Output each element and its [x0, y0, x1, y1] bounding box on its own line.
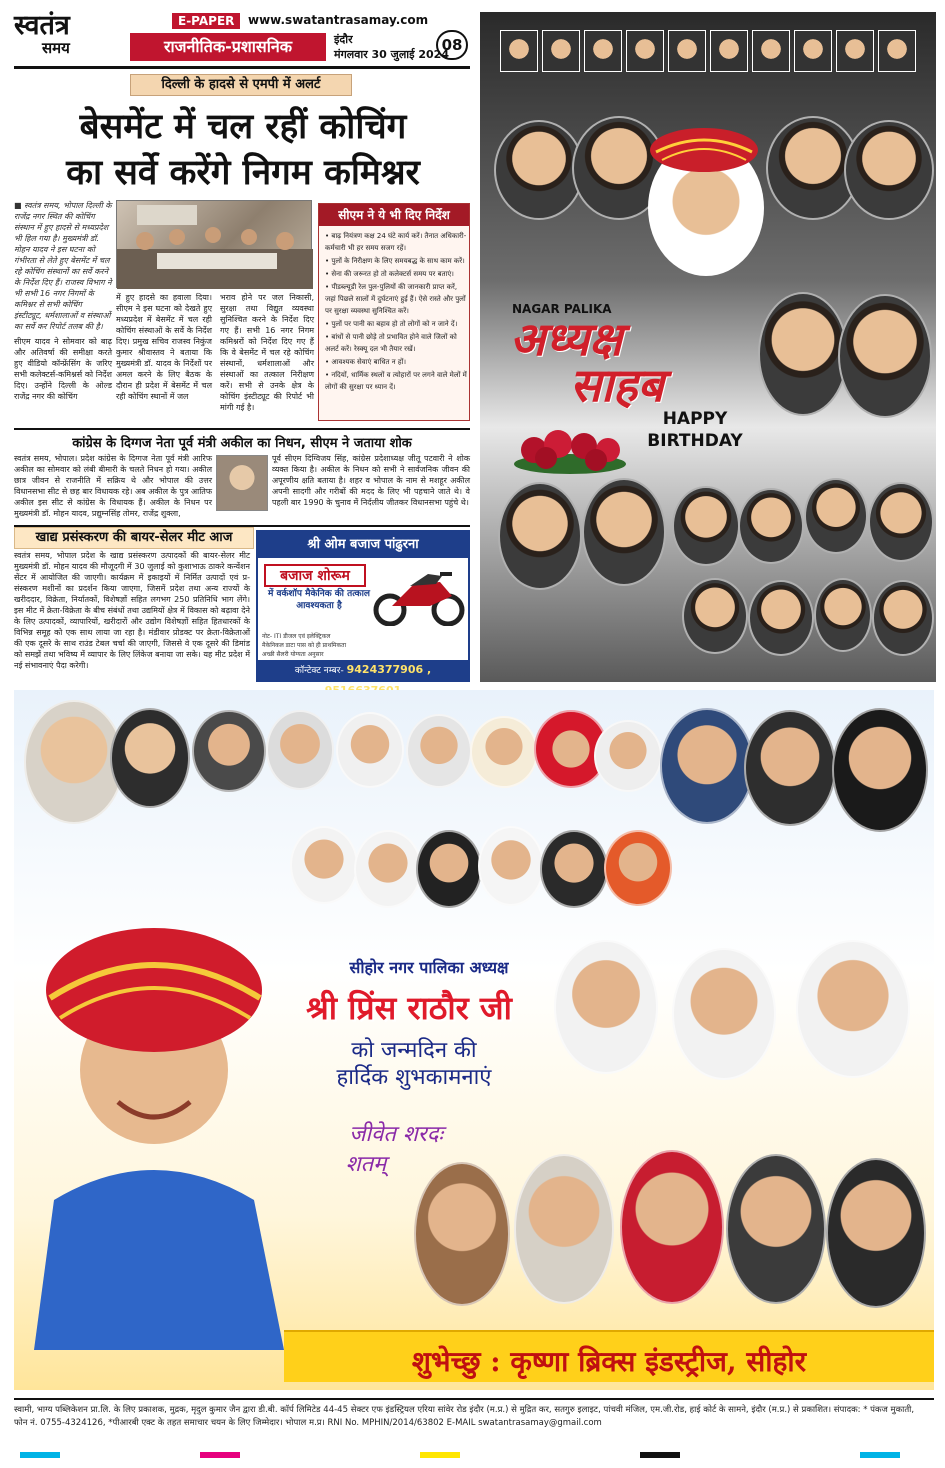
portrait — [672, 486, 740, 566]
birthday-ad-right[interactable] — [480, 12, 936, 682]
leader-thumbnail — [752, 30, 790, 72]
registration-mark — [420, 1452, 460, 1458]
meeting-photo — [116, 200, 312, 288]
lead-body-col3: भराव होने पर जल निकासी, सुरक्षा तथा विद्युत व्यवस्था सुनिश्चित करने के निर्देश दिए गए हैं। सभी 16 नगर निगम कमिश्नरों को निर्देश दिए गए हैं कि वे बेसमेंट में चल रहे कोचिंग संस्थानों, धर्मशालाओं और संस्थाओं का तत्काल निरीक्षण करें। सभी से उनके क्षेत्र के कोचिंग इंस्टीट्यूट की रिपोर्ट भी मांगी गई है। — [220, 293, 314, 412]
adhyaksh-saheb-title: अध्यक्ष साहब — [510, 312, 664, 412]
masthead — [14, 12, 470, 64]
page-number: 08 — [436, 30, 468, 60]
portrait — [478, 826, 544, 906]
cm-directions-box — [318, 203, 470, 421]
newspaper-logo[interactable] — [14, 12, 118, 62]
akeel-obituary-body-right: पूर्व सीएम दिग्विजय सिंह, कांग्रेस प्रदेशाध्यक्ष जीतू पटवारी ने शोक व्यक्त किया है। अकील के निधन को सभी ने सार्वजनिक जीवन की अपूरणीय क्षति बताया है। शहर व भोपाल के नाम से मशहूर अकील अपनी सादगी और गरीबों की मदद के लिए भी पहचाने जाते थे। वे पहली बार 1990 के चुनाव में निर्दलीय जीतकर विधानसभा पहुंचे थे। — [272, 454, 470, 507]
imprint-line1: स्वामी, भाग्य पब्लिकेशन प्रा.लि. के लिए प्रकाशक, मुद्रक, मृदुल कुमार जैन द्वारा डी.बी. कॉर्प लिमिटेड 44-45 सेक्टर एफ इंडस्ट्रियल एरिया सांवेर रोड इंदौर (म.प्र.) से मुद्रित कर, सतगुरु इलाइट, पांचवी मंजिल, एम.जी.रोड, हाई कोर्ट के सामने, इंदौर (म.प्र.) से प्रकाशित। संपादक: * पंकज मुकाती, — [14, 1405, 915, 1415]
main-figure-graphic — [14, 840, 294, 1350]
birthday-ad-bottom[interactable] — [14, 690, 934, 1390]
bajaj-contact-strip[interactable] — [258, 660, 468, 680]
portrait — [540, 830, 608, 908]
bajaj-vacancy-text: में वर्कशॉप मैकेनिक की तत्काल आवश्यकता है — [267, 589, 371, 611]
portrait — [498, 482, 582, 590]
bajaj-showroom-label: बजाज शोरूम — [264, 564, 366, 587]
portrait — [604, 830, 672, 906]
bajaj-job-ad[interactable] — [256, 530, 470, 682]
blessing-line1: जीवेत शरदः — [349, 1122, 443, 1147]
registration-mark — [200, 1452, 240, 1458]
roses-icon — [510, 420, 630, 476]
lead-headline[interactable] — [10, 104, 476, 196]
publication-date: मंगलवार 30 जुलाई 2024 — [334, 48, 449, 61]
sponsor-text: शुभेच्छु : कृष्णा ब्रिक्स इंडस्ट्रीज, सीहोर — [411, 1345, 807, 1378]
motorcycle-icon — [370, 562, 466, 626]
registration-mark — [640, 1452, 680, 1458]
bajaj-ad-header: श्री ओम बजाज पांढुरना — [258, 532, 468, 558]
portrait — [354, 830, 422, 908]
bajaj-requirements: नोट- ITI डीजल एवं इलेक्ट्रिकल मैकेनिकल डाटा पास को ही प्राथमिकता अच्छी सैलरी योग्यता अनुसार — [262, 633, 347, 658]
portrait — [748, 580, 814, 656]
leader-thumbnail — [626, 30, 664, 72]
contact-numbers: 9424377906 , — [346, 663, 432, 676]
portrait — [110, 708, 190, 808]
epaper-badge: E-PAPER — [172, 13, 240, 29]
list-item: • सेना की जरूरत हो तो कलेक्टर्स समय पर बताएं। — [325, 270, 454, 278]
leader-thumbnail — [668, 30, 706, 72]
happy-birthday-text: HAPPY BIRTHDAY — [647, 409, 743, 451]
section-title: राजनीतिक-प्रशासनिक — [130, 33, 326, 61]
portrait — [844, 120, 934, 220]
leader-thumbnail — [836, 30, 874, 72]
portrait — [416, 830, 482, 908]
portrait — [758, 292, 848, 416]
portrait — [744, 710, 836, 826]
list-item: • पीडब्ल्यूडी रेल पुल-पुलियों की जानकारी प्राप्त करें, जहां पिछले सालों में दुर्घटनाएं हुई हैं। ऐसे रास्ते और पुलों पर सुरक्षा व्यवस्था सुनिश्चित करें। — [325, 283, 466, 315]
portrait — [796, 940, 910, 1078]
leader-thumbnail — [584, 30, 622, 72]
portrait — [290, 826, 358, 904]
registration-mark — [20, 1452, 60, 1458]
list-item: • बांधों से पानी छोड़े तो प्रभावित होने वाले जिलों को अलर्ट करें। रेस्क्यू दल भी तैयार रखें। — [325, 333, 457, 353]
contact-label: कॉन्टेक्ट नम्बर- — [294, 666, 344, 676]
portrait — [594, 720, 662, 792]
logo-line1: स्वतंत्र — [14, 10, 70, 41]
nagar-palika-label: NAGAR PALIKA — [512, 302, 612, 316]
lead-body-col2: में हुए हादसे का हवाला दिया। सीएम ने इस घटना को देखते हुए मध्यप्रदेश में बेसमेंट में चल रही कोचिंग संस्थाओं के सर्वे के निर्देश दिए। प्रमुख सचिव राजस्व निकुंज कुमार श्रीवास्तव ने बताया कि मुख्यमंत्री डॉ. यादव के निर्देशों पर अमल करने के लिए बैठक के दौरान ही प्रदेश में बेसमेंट में चल रही कोचिंग स्थानों में जल — [116, 293, 212, 401]
leader-thumbnail — [794, 30, 832, 72]
portrait — [470, 716, 538, 788]
birthday-wish-line2: हार्दिक शुभकामनाएं — [336, 1065, 492, 1090]
edition-city: इंदौर — [334, 33, 353, 46]
akeel-obituary-headline[interactable]: कांग्रेस के दिग्गज नेता पूर्व मंत्री अकील का निधन, सीएम ने जताया शोक — [72, 436, 412, 451]
sponsor-banner — [284, 1330, 934, 1382]
cm-directions-title: सीएम ने ये भी दिए निर्देश — [319, 204, 469, 226]
portrait — [826, 1158, 926, 1308]
imprint-line2: फोन नं. 0755-4324126, *पीआरबी एक्ट के तहत समाचार चयन के लिए जिम्मेदार। भोपाल म.प्र। RNI No. MPHIN/2014/63802 E-MAIL swatantrasamay@gmail.com — [14, 1418, 602, 1428]
list-item: • पुलों पर पानी का बहाव हो तो लोगों को न जाने दें। — [325, 320, 458, 328]
honoree-name: श्री प्रिंस राठौर जी — [306, 989, 512, 1027]
list-item: • नदियों, धार्मिक स्थलों व त्योहारों पर लगने वाले मेलों में लोगों की सुरक्षा पर ध्यान दें। — [325, 371, 467, 391]
portrait — [582, 478, 666, 586]
buyer-seller-meet-headline[interactable]: खाद्य प्रसंस्करण की बायर-सेलर मीट आज — [14, 527, 254, 549]
portrait — [266, 710, 334, 790]
portrait — [336, 712, 404, 788]
lead-subhead: ■ स्वतंत्र समय, भोपाल दिल्ली के राजेंद्र नगर स्थित की कोचिंग संस्थान में हुए हादसे से मध्यप्रदेश भी हिल गया है। मुख्यमंत्री डॉ. मोहन यादव ने इस घटना को गंभीरता से लेते हुए बेसमेंट में चल रहे कोचिंग संस्थानों का सर्वे करने के निर्देश दिए हैं। राजस्व विभाग ने भी सभी 16 नगर निगमों के कमिश्नर से सभी कोचिंग इंस्टीट्यूट, धर्मशालाओं व संस्थाओं का सर्वे कर रिपोर्ट तलब की है। — [14, 201, 112, 331]
cm-directions-list — [325, 230, 467, 394]
portrait — [804, 478, 868, 554]
portrait — [660, 708, 754, 824]
portrait — [24, 700, 124, 824]
portrait — [726, 1154, 826, 1304]
portrait — [554, 940, 658, 1074]
list-item: • आवश्यक सेवाएं बाधित न हों। — [325, 358, 407, 366]
ad-subtitle: सीहोर नगर पालिका अध्यक्ष — [349, 958, 509, 977]
portrait — [672, 948, 776, 1080]
meeting-photo-graphic — [117, 201, 313, 289]
portrait — [414, 1162, 510, 1306]
leader-thumbnail — [500, 30, 538, 72]
portrait — [514, 1154, 614, 1304]
turban-graphic — [648, 122, 760, 172]
portrait — [682, 578, 748, 654]
leader-thumbnail — [542, 30, 580, 72]
section-divider — [14, 428, 470, 430]
masthead-divider — [14, 66, 470, 69]
logo-line2: समय — [42, 39, 70, 57]
lead-kicker: दिल्ली के हादसे से एमपी में अलर्ट — [130, 74, 352, 96]
akeel-portrait — [216, 455, 268, 511]
registration-mark — [860, 1452, 900, 1458]
portrait — [832, 708, 928, 832]
headline-line2: का सर्वे करेंगे निगम कमिश्नर — [66, 152, 420, 193]
leader-thumbnail — [710, 30, 748, 72]
leader-thumbnail — [878, 30, 916, 72]
lead-body-col1: सीएम यादव ने सोमवार को बाढ़ और अतिवर्षा की समीक्षा करते हुए वीडियो कॉन्फ्रेंसिंग के जरिए सभी कलेक्टर्स-कमिश्नर्स को निर्देश दिए। उन्होंने दिल्ली के ओल्ड राजेंद्र नगर की कोचिंग — [14, 337, 112, 401]
portrait — [872, 580, 934, 656]
list-item: • पुलों के निरीक्षण के लिए समयबद्ध के साथ काम करें। — [325, 257, 465, 265]
portrait — [838, 294, 932, 418]
portrait — [406, 714, 472, 788]
portrait — [494, 120, 584, 220]
akeel-obituary-body-left: स्वतंत्र समय, भोपाल। प्रदेश कांग्रेस के दिग्गज नेता पूर्व मंत्री आरिफ अकील का सोमवार को लंबी बीमारी के चलते निधन हो गया। अकील छात्र जीवन से राजनीति में सक्रिय थे और भोपाल की उत्तर विधानसभा सीट से छह बार विधायक रहे। अब अकील के पुत्र आतिफ अकील इस सीट से कांग्रेस के विधायक हैं। अकील के निधन पर मुख्यमंत्री डॉ. मोहन यादव, प्रद्युम्नसिंह तोमर, राजेंद्र शुक्ला, — [14, 454, 212, 518]
portrait — [192, 710, 266, 792]
birthday-wish-line1: को जन्मदिन की — [351, 1038, 477, 1063]
portrait — [738, 488, 804, 564]
portrait — [814, 578, 872, 652]
site-url-link[interactable]: www.swatantrasamay.com — [248, 13, 429, 27]
list-item: • बाढ़ नियंत्रण कक्ष 24 घंटे कार्य करें। तैनात अधिकारी-कर्मचारी भी हर समय सजग रहें। — [325, 232, 467, 252]
portrait — [620, 1150, 724, 1304]
print-line — [14, 1398, 934, 1440]
buyer-seller-meet-body: स्वतंत्र समय, भोपाल प्रदेश के खाद्य प्रसंस्करण उत्पादकों की बायर-सेलर मीट मुख्यमंत्री डॉ. मोहन यादव की मौजूदगी में 30 जुलाई को कुशाभाऊ ठाकरे कन्वेंशन सेंटर में आयोजित की जाएगी। कार्यक्रम में इकाइयों में निर्मित उत्पादों एवं प्र-संस्करण मशीनों का प्रदर्शन किया जाएगा, जिसमें प्रदेश तथा अन्य राज्यों के खरीददार, विक्रेता, निर्यातकों, विशेषज्ञों सहित लगभग 250 प्रतिनिधि भाग लेंगे। इस मीट में क्रेता-विक्रेता के बीच संबंधों तथा उद्यमियों क्षेत्र में विकास को बढ़ावा देने के लिए उत्पादकों, व्यापारियों, खरीदारों और उद्योग विशेषज्ञों सहित हितधारकों के विभिन्न समूह को एक साथ लाया जा रहा है। मंडीवार प्रोडक्ट पर क्रेता-विक्रेताओं की एक दूसरे के साथ राउंड टेबल चर्चा की जाएगी, जिससे वे एक दूसरे की डिमांड को समझें तथा भविष्य में व्यापार के लिए लिंकेज बनाया जा सके। यह मीट प्रदेश में नई संभावनाएं पैदा करेगी। — [14, 551, 250, 670]
headline-line1: बेसमेंट में चल रहीं कोचिंग — [79, 106, 407, 147]
portrait — [868, 482, 934, 562]
blessing-line2: शतम् — [345, 1152, 387, 1177]
